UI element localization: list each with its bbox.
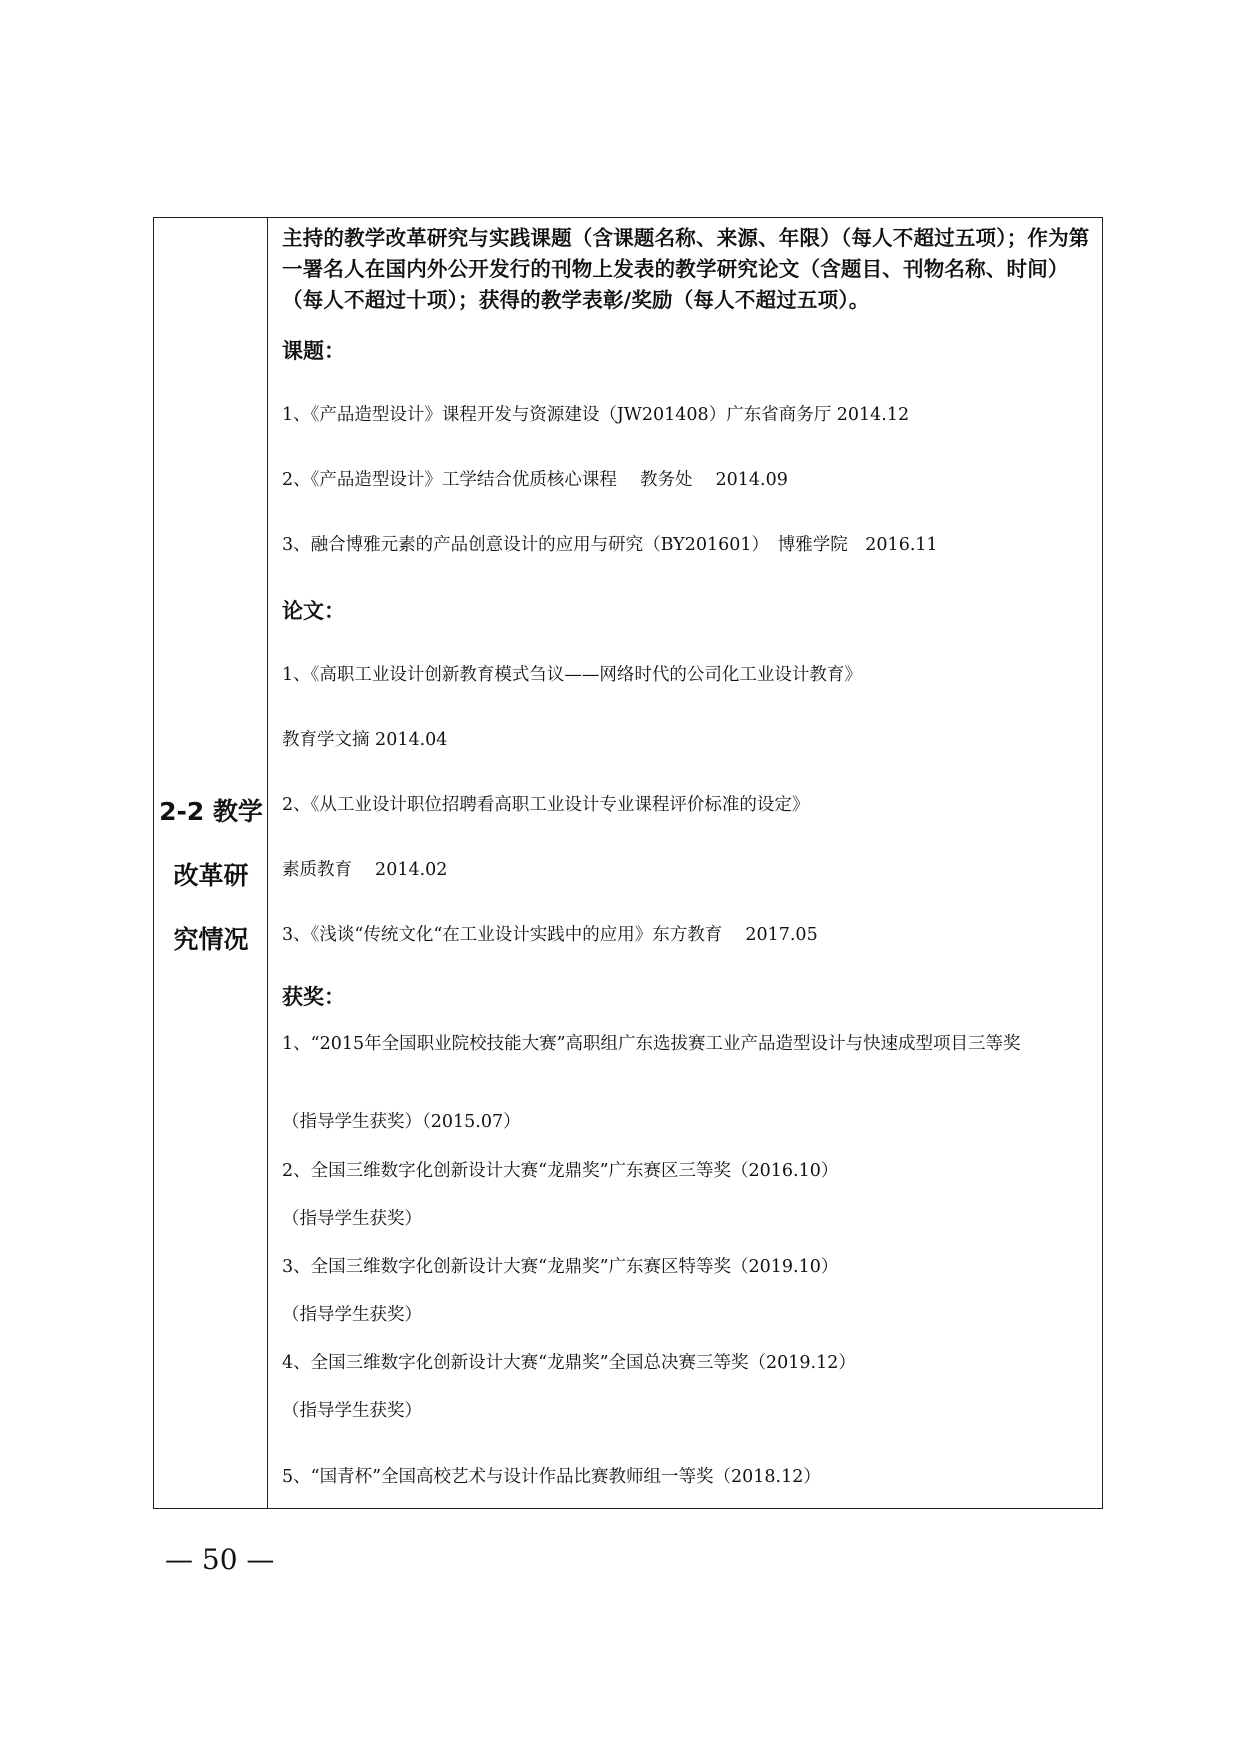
award-item-4: 4、全国三维数字化创新设计大赛“龙鼎奖”全国总决赛三等奖（2019.12） (282, 1353, 856, 1373)
section-label (154, 780, 268, 972)
award-item-2: 2、全国三维数字化创新设计大赛“龙鼎奖”广东赛区三等奖（2016.10） (282, 1161, 839, 1181)
awards-heading: 获奖： (282, 985, 345, 1009)
project-item-3: 3、融合博雅元素的产品创意设计的应用与研究（BY201601） 博雅学院 2016.11 (282, 535, 938, 555)
paper-item-1-source: 教育学文摘 2014.04 (282, 730, 448, 750)
paper-item-2-source: 素质教育 2014.02 (282, 860, 448, 880)
paper-item-3: 3、《浅谈“传统文化“在工业设计实践中的应用》东方教育 2017.05 (282, 925, 818, 945)
project-item-2: 2、《产品造型设计》工学结合优质核心课程 教务处 2014.09 (282, 470, 788, 490)
section-label-line-3: 究情况 (173, 925, 249, 954)
projects-heading: 课题： (282, 339, 345, 363)
section-label-line-1: 2-2 教学 (159, 797, 263, 826)
award-item-3: 3、全国三维数字化创新设计大赛“龙鼎奖”广东赛区特等奖（2019.10） (282, 1257, 839, 1277)
label-column (154, 218, 268, 1508)
paper-item-2-title: 2、《从工业设计职位招聘看高职工业设计专业课程评价标准的设定》 (282, 795, 810, 815)
award-item-4-note: （指导学生获奖） (282, 1401, 422, 1421)
award-item-2-note: （指导学生获奖） (282, 1209, 422, 1229)
paper-item-1-title: 1、《高职工业设计创新教育模式刍议——网络时代的公司化工业设计教育》 (282, 665, 862, 685)
award-item-5: 5、“国青杯”全国高校艺术与设计作品比赛教师组一等奖（2018.12） (282, 1467, 821, 1487)
award-item-1-note: （指导学生获奖）（2015.07） (282, 1112, 521, 1132)
papers-heading: 论文： (282, 599, 345, 623)
section-label-line-2: 改革研 (173, 861, 249, 890)
award-item-3-note: （指导学生获奖） (282, 1305, 422, 1325)
page-number: — 50 — (165, 1543, 275, 1576)
form-table (153, 217, 1103, 1509)
intro-text: 主持的教学改革研究与实践课题（含课题名称、来源、年限）（每人不超过五项）；作为第一署名人在国内外公开发行的刊物上发表的教学研究论文（含题目、刊物名称、时间）（每人不超过十项）；获得的教学表彰/奖励（每人不超过五项）。 (282, 226, 1090, 312)
content-column (270, 218, 1102, 1508)
project-item-1: 1、《产品造型设计》课程开发与资源建设（JW201408）广东省商务厅 2014.12 (282, 405, 910, 425)
award-item-1: 1、“2015年全国职业院校技能大赛”高职组广东选拔赛工业产品造型设计与快速成型项目三等奖 (282, 1034, 1021, 1054)
